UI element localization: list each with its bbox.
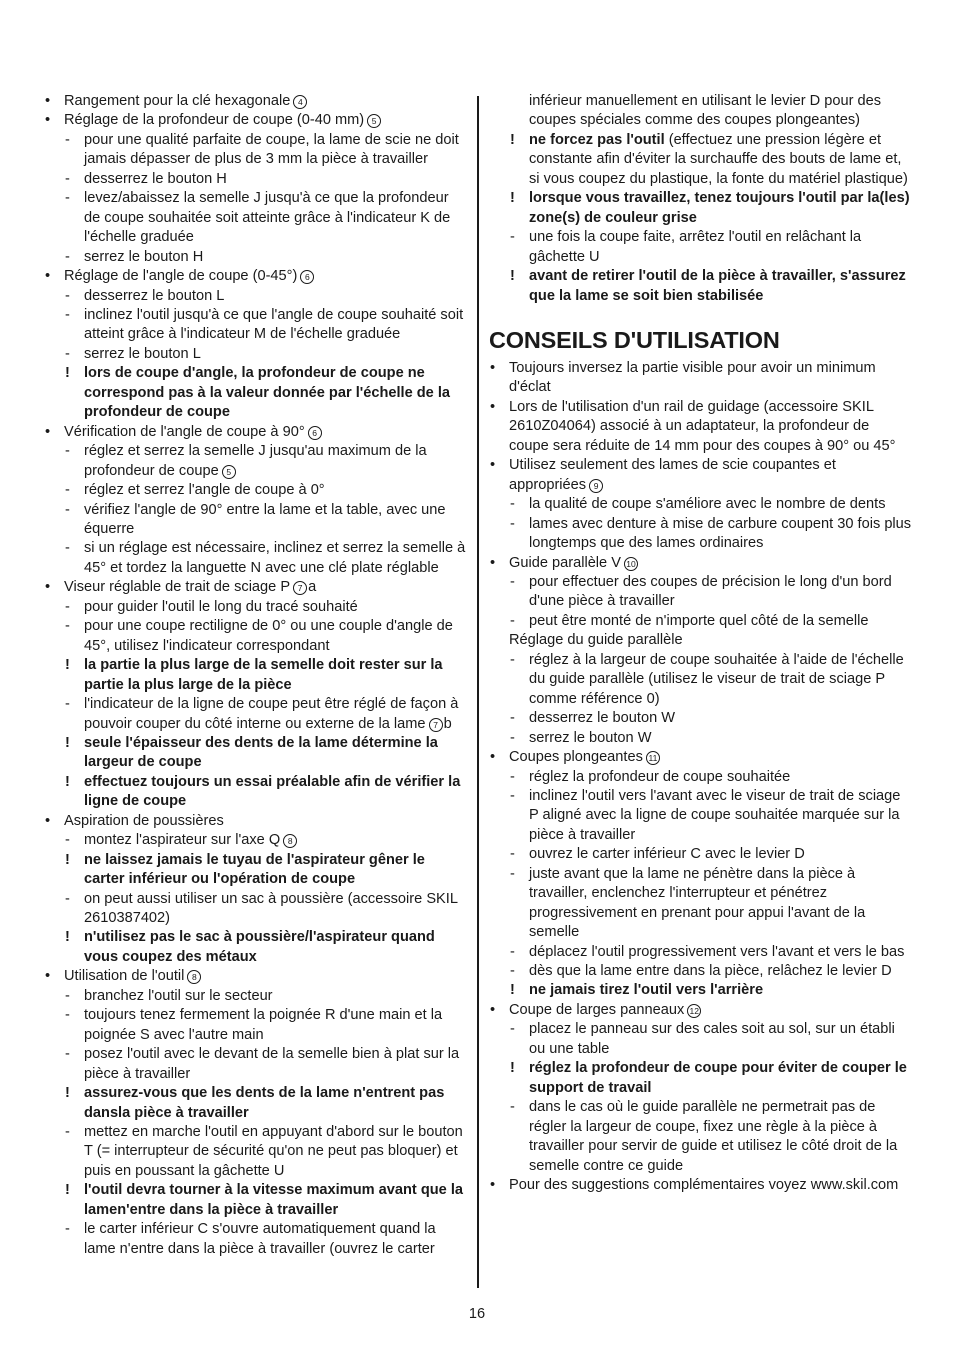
sub-item	[489, 709, 913, 728]
item-text	[509, 399, 896, 454]
item-text	[529, 516, 911, 551]
item-text-content: Vérification de l'angle de coupe à 90°	[64, 423, 305, 440]
item-text	[64, 813, 224, 829]
item-text	[84, 365, 450, 420]
item-text-content: branchez l'outil sur le secteur	[84, 987, 273, 1004]
sub-item	[44, 1123, 468, 1181]
right-column	[489, 92, 913, 1195]
bullet-mark: -	[65, 540, 70, 557]
item-text-content: juste avant que la lame ne pénètre dans la pièce à travailler, enclenchez l'interrupteur et pénétrez progressivement en prenant pour appui l'avant de la semelle	[529, 865, 866, 941]
figure-number-badge: 6	[308, 426, 322, 440]
figure-number-badge: 8	[187, 970, 201, 984]
bullet-mark: •	[490, 359, 496, 376]
figure-number-badge: 6	[300, 270, 314, 284]
item-bold-text: ne forcez pas l'outil	[529, 131, 665, 148]
warning-item	[489, 981, 913, 1000]
item-text-content: réglez la profondeur de coupe souhaitée	[529, 768, 791, 785]
bullet-mark: -	[65, 501, 70, 518]
sub-item	[489, 962, 913, 981]
item-text	[84, 618, 453, 653]
bullet-item	[44, 267, 468, 286]
item-text-content: Pour des suggestions complémentaires voyez www.skil.com	[509, 1177, 899, 1194]
warning-item	[44, 773, 468, 812]
item-text	[84, 929, 435, 964]
item-text	[529, 652, 904, 707]
warning-mark: !	[65, 657, 70, 674]
figure-number-badge: 11	[646, 751, 660, 765]
bullet-mark: -	[65, 832, 70, 849]
figure-number-badge: 9	[589, 479, 603, 493]
bullet-item	[44, 812, 468, 831]
bullet-mark: •	[45, 968, 51, 985]
bullet-item	[44, 967, 468, 986]
sub-item	[489, 1020, 913, 1059]
item-text-content: la partie la plus large de la semelle doit rester sur la partie la plus large de la pièce	[84, 657, 443, 693]
item-text	[529, 1099, 897, 1173]
item-text-content: le carter inférieur C s'ouvre automatiquement quand la lame n'entre dans la pièce à travailler (ouvrez le carter	[84, 1221, 436, 1257]
bullet-mark: -	[65, 131, 70, 148]
item-text	[84, 696, 458, 731]
warning-item	[489, 267, 913, 306]
subheading-item	[489, 631, 913, 650]
item-text-content: l'indicateur de la ligne de coupe peut être réglé de façon à pouvoir couper du côté interne ou externe de la lame	[84, 696, 459, 732]
item-text	[529, 268, 906, 303]
warning-mark: !	[65, 734, 70, 751]
item-text-content: serrez le bouton L	[84, 345, 201, 362]
item-text	[529, 1060, 907, 1095]
item-text-content: assurez-vous que les dents de la lame n'entrent pas dansla pièce à travailler	[84, 1085, 445, 1121]
bullet-item	[489, 554, 913, 573]
bullet-item	[44, 578, 468, 597]
item-text	[529, 613, 868, 629]
item-text-content: inférieur manuellement en utilisant le levier D pour des coupes spéciales comme des coupes plongeantes)	[529, 93, 882, 129]
figure-number-badge: 7	[429, 718, 443, 732]
bullet-mark: •	[490, 749, 496, 766]
bullet-mark: -	[65, 618, 70, 635]
warning-item	[44, 1084, 468, 1123]
item-text-content: si un réglage est nécessaire, inclinez et serrez la semelle à 45° et tordez la languette N avec une clé plate réglable	[84, 540, 466, 576]
bullet-mark: -	[65, 1221, 70, 1238]
bullet-mark: -	[510, 846, 515, 863]
item-text	[529, 788, 900, 843]
item-text-content: réglez la profondeur de coupe pour éviter de couper le support de travail	[529, 1060, 907, 1096]
bullet-mark: -	[65, 443, 70, 460]
warning-item	[489, 131, 913, 189]
bullet-mark: •	[45, 812, 51, 829]
figure-suffix: a	[308, 579, 317, 596]
item-regular-text: (effectuez une pression légère et constante afin d'éviter la surchauffe des bouts de lame et, si vous coupez du plastique, la fonte du matériel plastique)	[529, 131, 908, 187]
sub-item	[44, 442, 468, 481]
sub-item	[44, 501, 468, 540]
item-text	[529, 1021, 895, 1056]
bullet-mark: •	[490, 457, 496, 474]
item-text	[84, 288, 224, 304]
section-title: CONSEILS D'UTILISATION	[489, 326, 780, 353]
item-text	[84, 1007, 442, 1042]
sub-item	[44, 170, 468, 189]
item-text	[509, 555, 638, 571]
sub-item	[44, 831, 468, 850]
item-text-content: lorsque vous travaillez, tenez toujours l'outil par la(les) zone(s) de couleur grise	[529, 190, 910, 226]
bullet-mark: -	[510, 496, 515, 513]
item-text	[529, 866, 865, 940]
item-text	[509, 1002, 701, 1018]
item-text-content: la qualité de coupe s'améliore avec le nombre de dents	[529, 496, 886, 513]
item-text	[509, 632, 683, 648]
item-text-content: ne laissez jamais le tuyau de l'aspirateur gêner le carter inférieur ou l'opération de coupe	[84, 851, 425, 888]
sub-item	[44, 539, 468, 578]
bullet-mark: -	[510, 729, 515, 746]
bullet-item	[44, 92, 468, 111]
bullet-mark: -	[510, 612, 515, 629]
item-text	[84, 599, 358, 615]
warning-item	[489, 1059, 913, 1098]
item-text-content: lames avec denture à mise de carbure coupent 30 fois plus longtemps que des lames ordinaires	[529, 515, 912, 552]
item-text	[529, 944, 904, 960]
item-text-content: Lors de l'utilisation d'un rail de guidage (accessoire SKIL 2610Z04064) associé à un adaptateur, la profondeur de coupe sera réduite de 14 mm pour des coupes à 90° ou 45°	[509, 398, 896, 454]
item-text	[84, 1182, 463, 1217]
bullet-mark: -	[510, 229, 515, 246]
sub-item	[489, 228, 913, 267]
warning-item	[489, 189, 913, 228]
sub-item	[489, 845, 913, 864]
item-text-content: Réglage du guide parallèle	[509, 632, 683, 649]
bullet-mark: -	[65, 696, 70, 713]
item-text-content: desserrez le bouton H	[84, 170, 227, 187]
bullet-mark: •	[490, 398, 496, 415]
item-text-content: Coupes plongeantes	[509, 749, 643, 766]
item-text	[529, 769, 790, 785]
sub-item	[489, 768, 913, 787]
item-text	[84, 657, 443, 692]
item-text	[64, 968, 201, 984]
item-text	[84, 774, 460, 809]
item-text-content: Réglage de la profondeur de coupe (0-40 mm)	[64, 112, 365, 129]
warning-mark: !	[65, 1182, 70, 1199]
warning-mark: !	[510, 268, 515, 285]
bullet-mark: •	[45, 268, 51, 285]
item-text-content: inclinez l'outil jusqu'à ce que l'angle de coupe souhaité soit atteint grâce à l'indicateur M de l'échelle graduée	[84, 306, 464, 343]
item-text-content: déplacez l'outil progressivement vers l'avant et vers le bas	[529, 943, 905, 960]
bullet-item	[489, 398, 913, 456]
warning-mark: !	[65, 773, 70, 790]
sub-item	[489, 495, 913, 514]
item-text-content: Réglage de l'angle de coupe (0-45°)	[64, 268, 298, 285]
item-text	[84, 346, 201, 362]
item-text-content: l'outil devra tourner à la vitesse maximum avant que la lamen'entre dans la pièce à travailler	[84, 1182, 463, 1218]
item-text	[509, 457, 836, 492]
bullet-mark: •	[45, 93, 51, 109]
item-text-content: Viseur réglable de trait de sciage P	[64, 579, 291, 596]
item-text-content: Aspiration de poussières	[64, 812, 224, 829]
item-text	[84, 443, 427, 478]
item-text-content: pour effectuer des coupes de précision le long d'un bord d'une pièce à travailler	[529, 573, 892, 610]
item-text-content: levez/abaissez la semelle J jusqu'à ce que la profondeur de coupe souhaitée soit atteinte grâce à l'indicateur K de l'échelle graduée	[84, 190, 451, 246]
bullet-mark: -	[65, 345, 70, 362]
right-column-continued	[489, 92, 913, 306]
bullet-mark: -	[65, 306, 70, 323]
sub-item	[44, 345, 468, 364]
item-text	[84, 249, 203, 265]
figure-number-badge: 4	[293, 95, 307, 109]
item-text-content: avant de retirer l'outil de la pièce à travailler, s'assurez que la lame se soit bien stabilisée	[529, 268, 906, 304]
item-text	[64, 268, 314, 284]
sub-item	[44, 617, 468, 656]
bullet-item	[489, 1176, 913, 1195]
item-text-content: réglez et serrez l'angle de coupe à 0°	[84, 482, 325, 499]
item-text-content: une fois la coupe faite, arrêtez l'outil en relâchant la gâchette U	[529, 229, 862, 265]
sub-item	[44, 1045, 468, 1084]
item-text	[84, 307, 463, 342]
sub-item	[489, 729, 913, 748]
warning-item	[44, 928, 468, 967]
item-text-content: dans le cas où le guide parallèle ne permetrait pas de régler la largeur de coupe, fixez une règle à la pièce à travailler pour servir de guide et utilisez le côté droit de la semelle contre ce guide	[529, 1099, 898, 1174]
warning-item	[44, 1181, 468, 1220]
warning-mark: !	[65, 365, 70, 382]
warning-item	[44, 656, 468, 695]
bullet-mark: •	[490, 1177, 496, 1194]
item-text	[64, 112, 381, 128]
item-text-content: pour guider l'outil le long du tracé souhaité	[84, 598, 358, 615]
figure-number-badge: 7	[293, 581, 307, 595]
warning-mark: !	[65, 929, 70, 946]
bullet-item	[489, 1001, 913, 1020]
item-text	[529, 730, 651, 746]
item-text	[64, 93, 307, 109]
item-text-content: réglez à la largeur de coupe souhaitée à l'aide de l'échelle du guide parallèle (utilisez le viseur de trait de sciage P comme référence 0)	[529, 651, 904, 707]
bullet-item	[489, 456, 913, 495]
item-text-content: desserrez le bouton W	[529, 710, 676, 727]
continued-text	[489, 92, 913, 131]
item-text	[84, 1124, 463, 1179]
bullet-mark: -	[510, 1099, 515, 1116]
sub-item	[44, 890, 468, 929]
sub-item	[44, 287, 468, 306]
bullet-mark: -	[65, 598, 70, 615]
bullet-mark: -	[65, 482, 70, 499]
item-text	[84, 171, 227, 187]
bullet-mark: -	[65, 1046, 70, 1063]
sub-item	[489, 865, 913, 943]
item-text	[529, 574, 892, 609]
item-text-content: seule l'épaisseur des dents de la lame détermine la largeur de coupe	[84, 734, 438, 771]
warning-item	[44, 851, 468, 890]
item-text	[509, 360, 876, 395]
bullet-mark: -	[510, 515, 515, 532]
item-text-content: mettez en marche l'outil en appuyant d'abord sur le bouton T (= interrupteur de sécurité qu'on ne peut pas bloquer) et puis en poussant la gâchette U	[84, 1124, 463, 1179]
item-text	[529, 229, 861, 264]
sub-item	[489, 612, 913, 631]
bullet-mark: -	[510, 651, 515, 668]
sub-item	[44, 987, 468, 1006]
warning-mark: !	[510, 190, 515, 207]
item-text	[84, 1221, 436, 1256]
bullet-mark: -	[65, 287, 70, 304]
sub-item	[44, 481, 468, 500]
item-text-content: pour une coupe rectiligne de 0° ou une couple d'angle de 45°, utilisez l'indicateur correspondant	[84, 618, 453, 654]
item-text	[84, 832, 297, 848]
warning-mark: !	[65, 851, 70, 868]
item-text-content: Utilisation de l'outil	[64, 968, 185, 985]
item-text	[84, 735, 438, 770]
bullet-mark: -	[510, 787, 515, 804]
sub-item	[489, 943, 913, 962]
sub-item	[44, 131, 468, 170]
sub-item	[489, 651, 913, 709]
page-number: 16	[468, 1306, 486, 1322]
item-text-content: Toujours inversez la partie visible pour avoir un minimum d'éclat	[509, 359, 876, 396]
item-text-content: inclinez l'outil vers l'avant avec le viseur de trait de sciage P aligné avec la ligne de coupe souhaitée marquée sur la pièce à travailler	[529, 787, 901, 843]
item-text	[529, 190, 910, 225]
item-text	[84, 1046, 459, 1081]
sub-item	[44, 598, 468, 617]
sub-item	[44, 695, 468, 734]
sub-item	[44, 1220, 468, 1259]
bullet-mark: •	[45, 423, 51, 440]
figure-number-badge: 5	[222, 465, 236, 479]
item-text-content: toujours tenez fermement la poignée R d'une main et la poignée S avec l'autre main	[84, 1007, 443, 1043]
item-text-content: montez l'aspirateur sur l'axe Q	[84, 832, 281, 849]
sub-item	[489, 787, 913, 845]
sub-item	[44, 189, 468, 247]
item-text	[529, 132, 908, 187]
bullet-item	[489, 748, 913, 767]
bullet-mark: -	[65, 987, 70, 1004]
usage-tips-list	[489, 359, 913, 1195]
item-text-content: Utilisez seulement des lames de scie coupantes et appropriées	[509, 457, 836, 493]
bullet-mark: -	[65, 1124, 70, 1141]
item-text-content: effectuez toujours un essai préalable afin de vérifier la ligne de coupe	[84, 773, 461, 810]
item-text	[84, 540, 465, 575]
bullet-mark: -	[510, 768, 515, 785]
left-column	[44, 92, 468, 1259]
bullet-mark: -	[510, 573, 515, 590]
item-text-content: posez l'outil avec le devant de la semelle bien à plat sur la pièce à travailler	[84, 1046, 460, 1082]
column-divider	[477, 96, 479, 1288]
bullet-mark: •	[45, 112, 51, 129]
item-text-content: on peut aussi utiliser un sac à poussière (accessoire SKIL 2610387402)	[84, 890, 458, 927]
item-text-content: Coupe de larges panneaux	[509, 1001, 685, 1018]
item-text-content: Rangement pour la clé hexagonale	[64, 93, 291, 109]
item-text	[84, 482, 325, 498]
bullet-mark: -	[510, 710, 515, 727]
item-text	[529, 963, 892, 979]
item-text	[84, 852, 425, 887]
item-text	[64, 424, 322, 440]
item-text	[84, 502, 446, 537]
warning-mark: !	[510, 1060, 515, 1077]
figure-number-badge: 10	[624, 557, 638, 571]
warning-mark: !	[510, 131, 515, 148]
bullet-item	[489, 359, 913, 398]
figure-suffix: b	[443, 715, 452, 732]
warning-item	[44, 364, 468, 422]
item-text	[529, 982, 763, 998]
bullet-mark: -	[65, 248, 70, 265]
bullet-mark: -	[65, 190, 70, 207]
item-text-content: vérifiez l'angle de 90° entre la lame et la table, avec une équerre	[84, 501, 446, 537]
figure-number-badge: 8	[283, 834, 297, 848]
warning-item	[44, 734, 468, 773]
item-text-content: peut être monté de n'importe quel côté de la semelle	[529, 612, 869, 629]
bullet-mark: •	[490, 554, 496, 571]
bullet-item	[44, 423, 468, 442]
bullet-mark: -	[510, 963, 515, 980]
bullet-mark: -	[65, 890, 70, 907]
sub-item	[489, 573, 913, 612]
bullet-mark: •	[45, 579, 51, 596]
item-text	[64, 579, 316, 595]
item-text-content: réglez et serrez la semelle J jusqu'au maximum de la profondeur de coupe	[84, 443, 427, 479]
figure-number-badge: 12	[687, 1004, 701, 1018]
item-text-content: serrez le bouton W	[529, 729, 652, 746]
sub-item	[44, 306, 468, 345]
item-text	[84, 132, 459, 167]
item-text-content: dès que la lame entre dans la pièce, relâchez le levier D	[529, 963, 892, 980]
sub-item	[44, 1006, 468, 1045]
bullet-mark: -	[65, 1007, 70, 1024]
item-text-content: ne jamais tirez l'outil vers l'arrière	[529, 982, 764, 999]
warning-mark: !	[65, 1085, 70, 1102]
bullet-item	[44, 111, 468, 130]
sub-item	[44, 248, 468, 267]
item-text	[84, 1085, 444, 1120]
item-text-content: n'utilisez pas le sac à poussière/l'aspirateur quand vous coupez des métaux	[84, 929, 435, 965]
item-text-content: pour une qualité parfaite de coupe, la lame de scie ne doit jamais dépasser de plus de 3 mm la pièce à travailler	[84, 131, 459, 168]
item-text	[509, 1177, 898, 1193]
item-text	[84, 891, 457, 926]
sub-item	[489, 515, 913, 554]
item-text-content: lors de coupe d'angle, la profondeur de coupe ne correspond pas à la valeur donnée par l'échelle de la profondeur de coupe	[84, 365, 451, 421]
item-text	[84, 988, 273, 1004]
item-text-content: placez le panneau sur des cales soit au sol, sur un établi ou une table	[529, 1021, 895, 1057]
item-text	[529, 496, 886, 512]
item-text	[529, 846, 805, 862]
bullet-mark: -	[510, 865, 515, 882]
item-text-content: desserrez le bouton L	[84, 287, 225, 304]
bullet-mark: •	[490, 1001, 496, 1018]
item-text-content: Guide parallèle V	[509, 554, 621, 571]
bullet-mark: -	[65, 170, 70, 187]
warning-mark: !	[510, 982, 515, 999]
bullet-mark: -	[510, 1021, 515, 1038]
item-text	[529, 93, 881, 128]
item-text	[509, 749, 660, 765]
item-text-content: ouvrez le carter inférieur C avec le levier D	[529, 846, 805, 863]
item-text	[84, 190, 450, 245]
bullet-mark: -	[510, 943, 515, 960]
figure-number-badge: 5	[367, 114, 381, 128]
item-text-content: serrez le bouton H	[84, 248, 204, 265]
item-text	[529, 710, 675, 726]
sub-item	[489, 1098, 913, 1176]
